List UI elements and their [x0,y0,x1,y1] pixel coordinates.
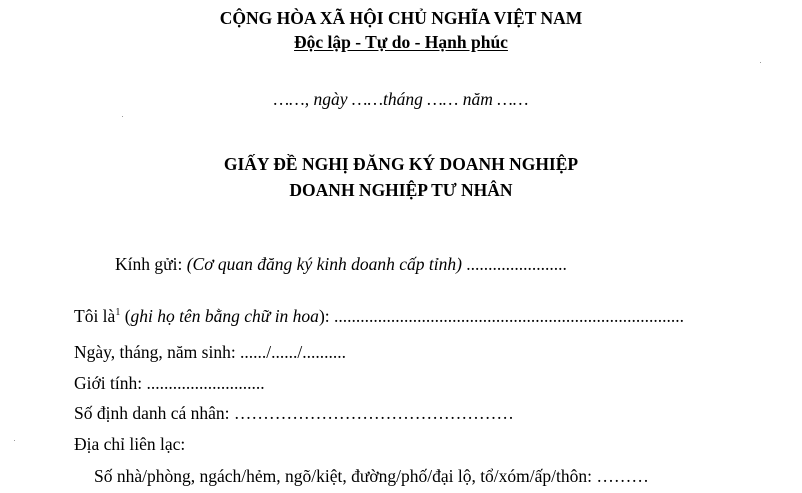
personal-id-field-line: Số định danh cá nhân: ………………………………………… [74,403,514,423]
dob-field-line: Ngày, tháng, năm sinh: ....../....../.......... [74,342,347,362]
date-line: ……, ngày ……tháng …… năm …… [273,89,529,109]
footnote-marker: 1 [115,307,121,319]
addressee-line [115,253,567,275]
addressee-fill-dots: ....................... [461,254,567,274]
street-field-line: Số nhà/phòng, ngách/hẻm, ngõ/kiệt, đường/phố/đại lộ, tổ/xóm/ấp/thôn: ……… [94,466,649,486]
name-hint-open: ( [120,306,131,326]
name-hint: ghi họ tên bằng chữ in hoa [130,306,319,326]
contact-address-heading: Địa chỉ liên lạc: [74,434,186,454]
gender-field-line: Giới tính: ........................... [74,373,265,393]
name-fill-dots: ................................................................................ [334,306,685,326]
scan-speck [122,116,123,117]
name-hint-close: ): [318,306,335,326]
national-motto: Độc lập - Tự do - Hạnh phúc [294,32,508,52]
addressee-placeholder: (Cơ quan đăng ký kinh doanh cấp tỉnh) [186,254,462,274]
form-title-line1: GIẤY ĐỀ NGHỊ ĐĂNG KÝ DOANH NGHIỆP [223,154,579,174]
form-title-line2: DOANH NGHIỆP TƯ NHÂN [289,180,513,200]
scan-speck [14,440,15,441]
national-name: CỘNG HÒA XÃ HỘI CHỦ NGHĨA VIỆT NAM [219,8,583,28]
name-field-line [74,305,684,327]
addressee-label: Kính gửi: [115,254,187,274]
scan-speck [760,62,761,63]
name-label: Tôi là [74,306,116,326]
